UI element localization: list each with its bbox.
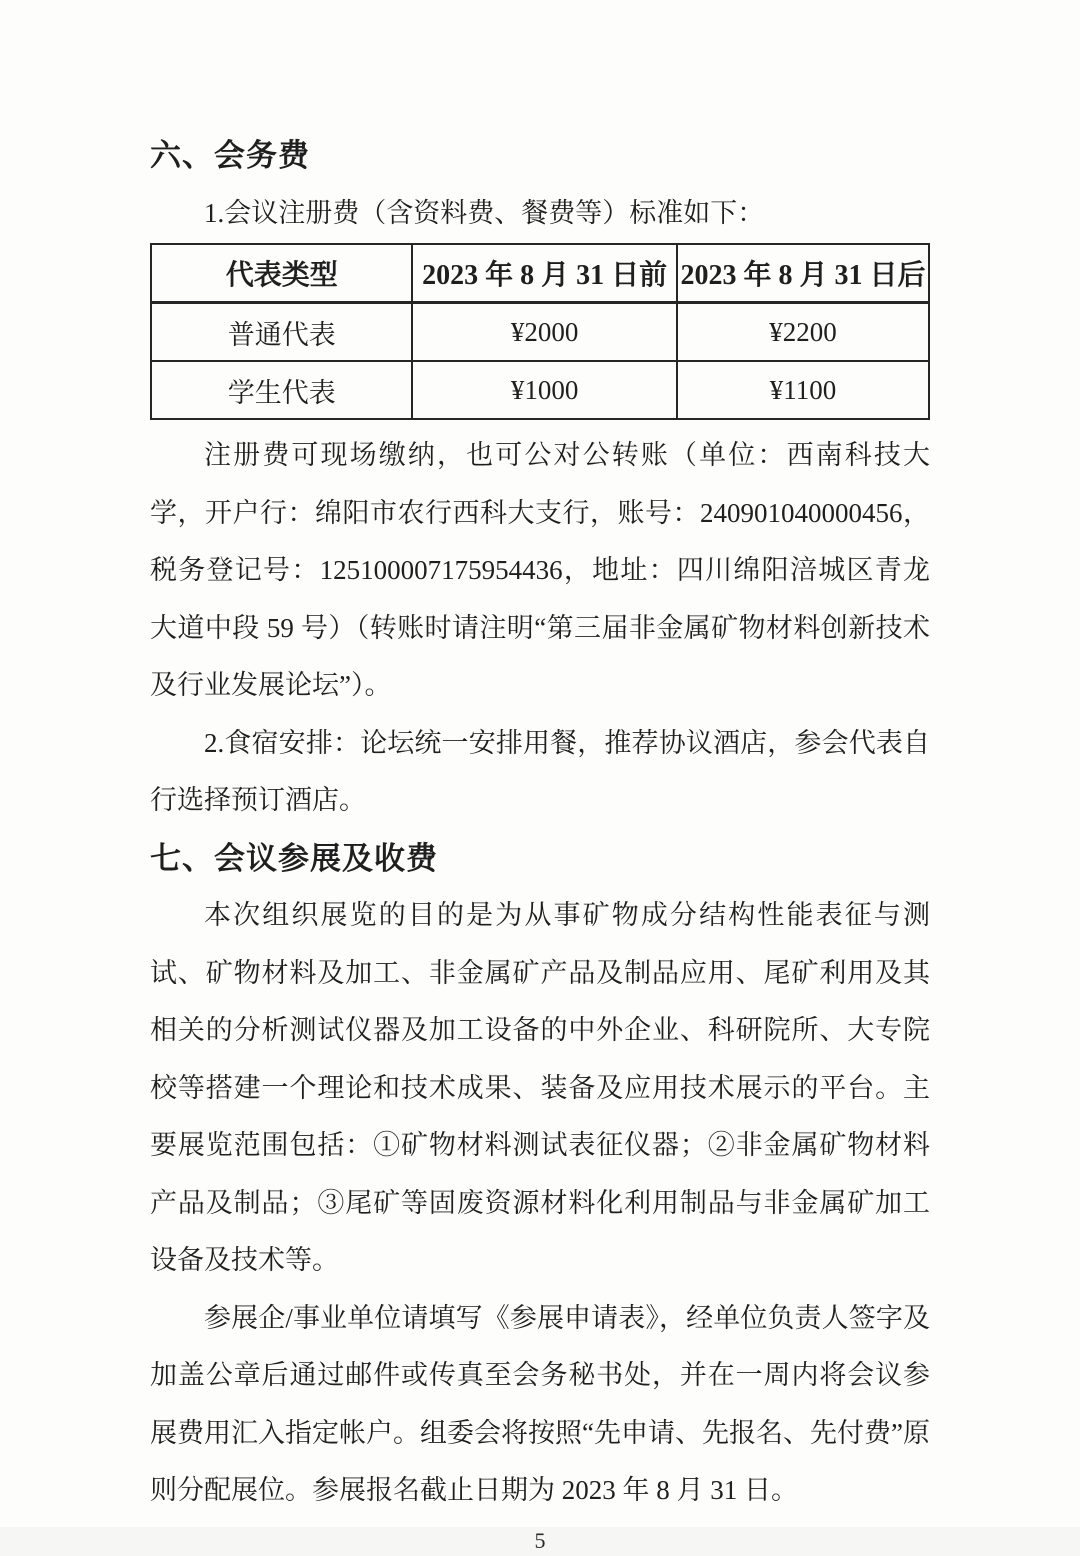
accommodation-paragraph: 2.食宿安排：论坛统一安排用餐，推荐协议酒店，参会代表自行选择预订酒店。: [150, 727, 930, 815]
column-header-delegate-type: 代表类型: [151, 244, 412, 303]
cell-delegate-type: 学生代表: [151, 361, 412, 419]
registration-fee-intro: 1.会议注册费（含资料费、餐费等）标准如下：: [204, 197, 765, 228]
table-row: [151, 361, 929, 419]
cell-fee-after: ¥2200: [677, 303, 929, 362]
page-number: 5: [534, 1527, 546, 1553]
table-header-row: [151, 244, 929, 303]
table-row: [151, 303, 929, 362]
cell-fee-before: ¥1000: [412, 361, 677, 419]
column-header-before-deadline: 2023 年 8 月 31 日前: [412, 244, 677, 303]
section-7-heading: 七、会议参展及收费: [150, 840, 438, 876]
cell-fee-after: ¥1100: [677, 361, 929, 419]
cell-delegate-type: 普通代表: [151, 303, 412, 362]
registration-fee-table: [150, 243, 930, 420]
exhibition-application-paragraph: 参展企/事业单位请填写《参展申请表》，经单位负责人签字及加盖公章后通过邮件或传真至会务秘书处，并在一周内将会议参展费用汇入指定帐户。组委会将按照“先申请、先报名、先付费”原则分配展位。参展报名截止日期为 2023 年 8 月 31 日。: [150, 1302, 930, 1505]
payment-details-paragraph: 注册费可现场缴纳，也可公对公转账（单位：西南科技大学，开户行：绵阳市农行西科大支行，账号：240901040000456，税务登记号：125100007175954436，地址：四川绵阳涪城区青龙大道中段 59 号）（转账时请注明“第三届非金属矿物材料创新技术及行业发展论坛”）。: [150, 440, 930, 700]
column-header-after-deadline: 2023 年 8 月 31 日后: [677, 244, 929, 303]
section-6-heading: 六、会务费: [150, 138, 310, 173]
cell-fee-before: ¥2000: [412, 303, 677, 362]
exhibition-purpose-paragraph: 本次组织展览的目的是为从事矿物成分结构性能表征与测试、矿物材料及加工、非金属矿产品及制品应用、尾矿利用及其相关的分析测试仪器及加工设备的中外企业、科研院所、大专院校等搭建一个理论和技术成果、装备及应用技术展示的平台。主要展览范围包括：①矿物材料测试表征仪器；②非金属矿物材料产品及制品；③尾矿等固废资源材料化利用制品与非金属矿加工设备及技术等。: [150, 900, 930, 1275]
